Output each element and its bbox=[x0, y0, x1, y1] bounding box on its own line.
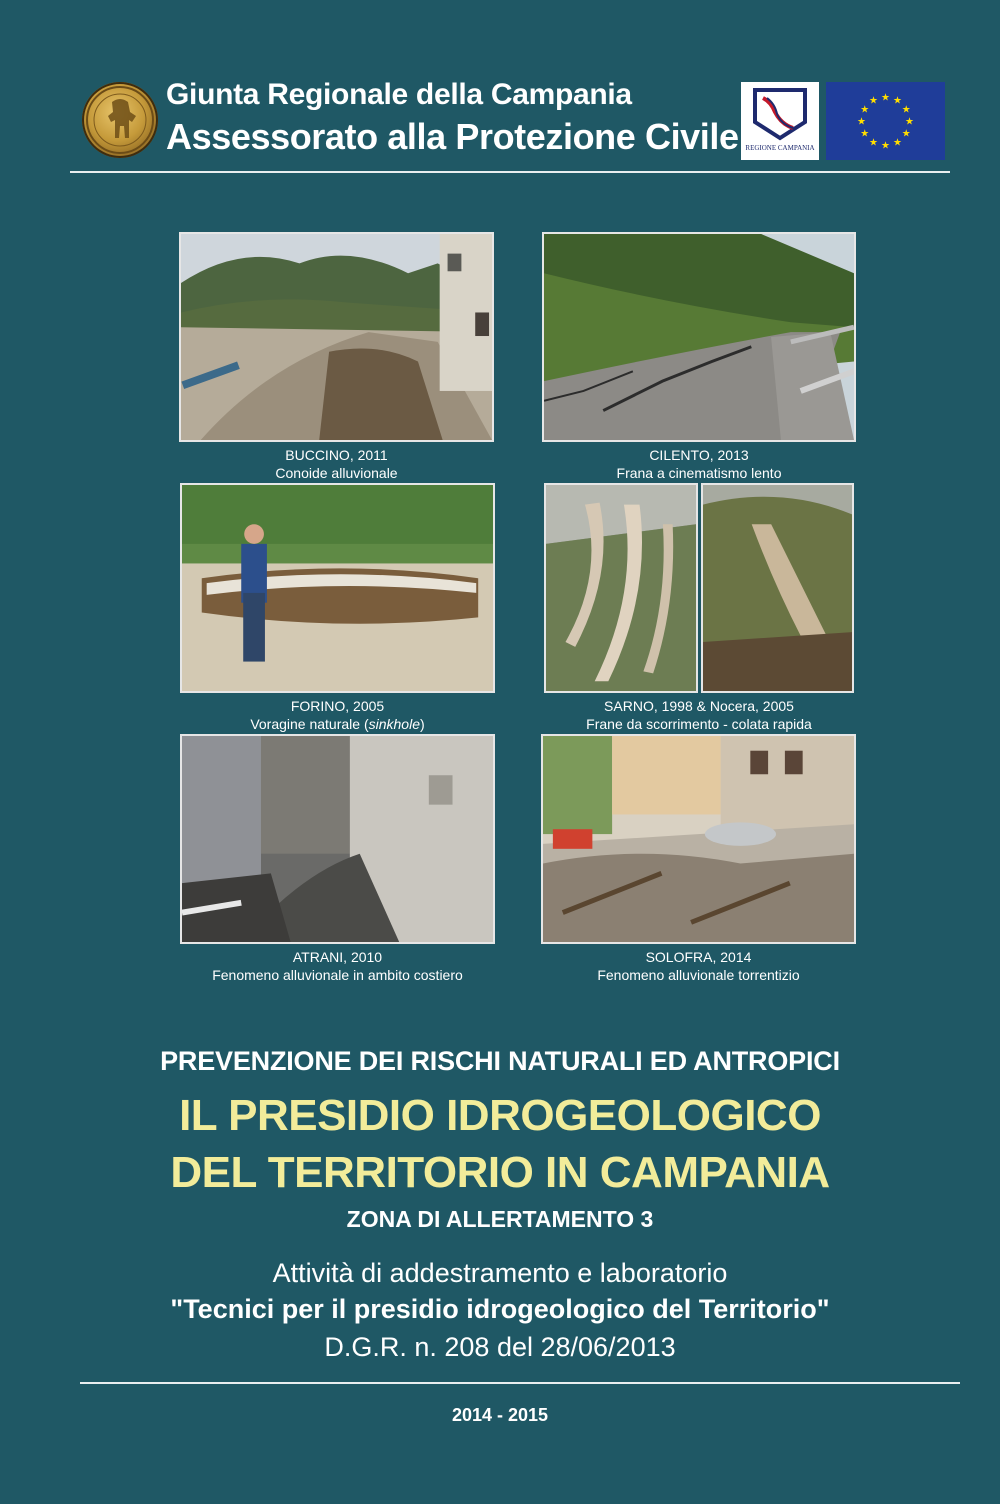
caption-solofra bbox=[541, 948, 856, 984]
caption-place: CILENTO, 2013 bbox=[649, 447, 749, 463]
photo-sarno-1 bbox=[544, 483, 698, 693]
caption-desc: Fenomeno alluvionale torrentizio bbox=[597, 967, 800, 983]
caption-place: SARNO, 1998 & Nocera, 2005 bbox=[604, 698, 794, 714]
footer-divider bbox=[80, 1382, 960, 1384]
title-main-line2: DEL TERRITORIO IN CAMPANIA bbox=[170, 1148, 830, 1197]
regione-campania-logo bbox=[741, 82, 819, 160]
eu-flag-logo bbox=[826, 82, 945, 160]
caption-cilento bbox=[542, 446, 856, 482]
subtitle-dgr: D.G.R. n. 208 del 28/06/2013 bbox=[324, 1332, 676, 1362]
caption-place: BUCCINO, 2011 bbox=[285, 447, 388, 463]
caption-sarno bbox=[544, 697, 854, 733]
footer-years: 2014 - 2015 bbox=[451, 1405, 549, 1425]
eu-star-icon: ★ bbox=[893, 95, 902, 107]
caption-place: ATRANI, 2010 bbox=[292, 949, 383, 965]
eu-star-icon: ★ bbox=[869, 95, 878, 107]
eu-star-icon: ★ bbox=[901, 128, 911, 140]
subtitle-tecnici: "Tecnici per il presidio idrogeologico del Territorio" bbox=[170, 1294, 830, 1324]
caption-atrani bbox=[180, 948, 495, 984]
eu-star-icon: ★ bbox=[869, 137, 878, 149]
regione-campania-logo-text: REGIONE CAMPANIA bbox=[745, 144, 815, 152]
eu-star-icon: ★ bbox=[901, 104, 911, 116]
header-divider bbox=[70, 171, 950, 173]
caption-desc-before: Voragine naturale ( bbox=[250, 716, 369, 732]
caption-place: SOLOFRA, 2014 bbox=[645, 949, 752, 965]
caption-desc: Frana a cinematismo lento bbox=[616, 465, 782, 481]
photo-cilento bbox=[542, 232, 856, 442]
caption-desc bbox=[180, 715, 495, 733]
eu-star-icon: ★ bbox=[893, 137, 902, 149]
eu-star-icon: ★ bbox=[857, 116, 866, 128]
photo-nocera bbox=[701, 483, 854, 693]
eu-star-icon: ★ bbox=[905, 116, 914, 128]
title-main-line1: IL PRESIDIO IDROGEOLOGICO bbox=[179, 1091, 821, 1140]
photo-solofra bbox=[541, 734, 856, 944]
title-zona: ZONA DI ALLERTAMENTO 3 bbox=[346, 1206, 654, 1232]
caption-buccino bbox=[179, 446, 494, 482]
caption-desc: Fenomeno alluvionale in ambito costiero bbox=[212, 967, 463, 983]
caption-desc: Frane da scorrimento - colata rapida bbox=[586, 716, 812, 732]
eu-star-icon: ★ bbox=[860, 128, 870, 140]
photo-atrani bbox=[180, 734, 495, 944]
photo-forino bbox=[180, 483, 495, 693]
caption-place: FORINO, 2005 bbox=[290, 698, 385, 714]
caption-desc-italic: sinkhole bbox=[368, 716, 420, 732]
subtitle-attivita: Attività di addestramento e laboratorio bbox=[272, 1258, 728, 1288]
eu-star-icon: ★ bbox=[860, 104, 870, 116]
eu-star-icon: ★ bbox=[881, 92, 890, 104]
photo-buccino bbox=[179, 232, 494, 442]
title-kicker: PREVENZIONE DEI RISCHI NATURALI ED ANTROPICI bbox=[160, 1046, 840, 1076]
caption-desc-after: ) bbox=[420, 716, 425, 732]
caption-forino bbox=[180, 697, 495, 733]
caption-desc: Conoide alluvionale bbox=[275, 465, 398, 481]
header-assessorato: Assessorato alla Protezione Civile bbox=[166, 116, 739, 157]
campania-seal-logo bbox=[82, 82, 158, 158]
eu-star-icon: ★ bbox=[881, 140, 890, 152]
header-giunta-regionale: Giunta Regionale della Campania bbox=[166, 78, 632, 111]
